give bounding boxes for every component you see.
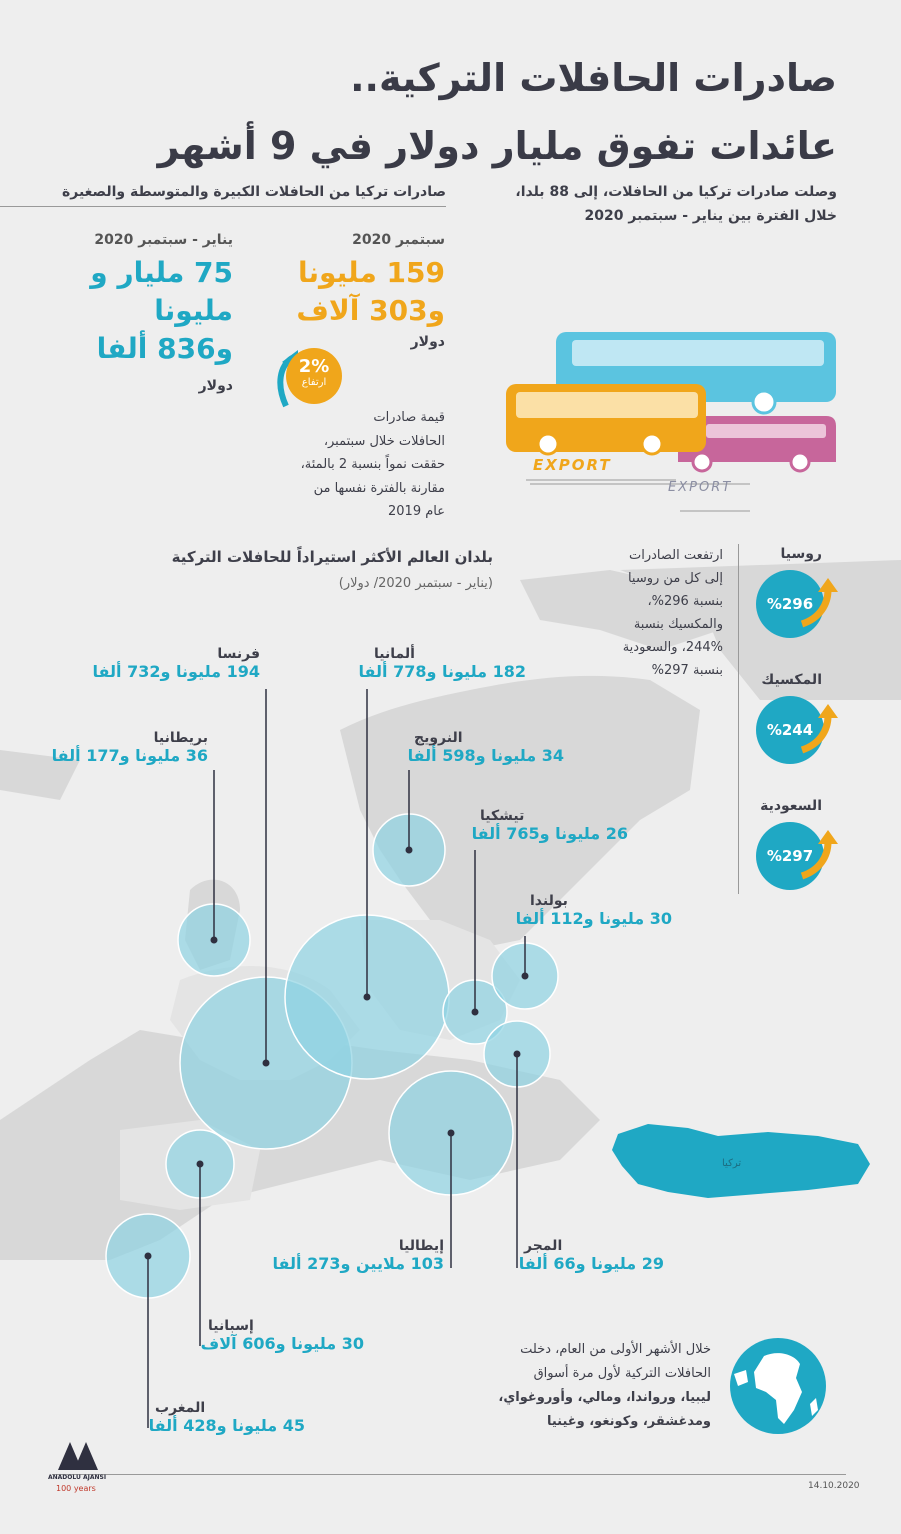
map-subtitle: (يناير - سبتمبر 2020/ دولار) — [338, 576, 493, 591]
label-france: فرنسا 194 مليونا و732 ألفا — [92, 646, 260, 681]
anadolu-logo-icon — [54, 1438, 102, 1472]
turkey-label: تركيا — [722, 1158, 742, 1169]
title-line-1: صادرات الحافلات التركية.. — [350, 56, 837, 100]
label-italy: إيطاليا 103 ملايين و273 ألفا — [272, 1238, 444, 1273]
growth-note: قيمة صادرات الحافلات خلال سبتمبر، حققت نمواً بنسبة 2 بالمئة، مقارنة بالفترة نفسها من عام 2019 — [300, 410, 445, 519]
label-uk: بريطانيا 36 مليونا و177 ألفا — [51, 730, 208, 765]
growth-russia: روسيا %296 — [756, 546, 846, 642]
growth-divider — [738, 544, 739, 894]
intro-text: وصلت صادرات تركيا من الحافلات، إلى 88 بلدا، خلال الفترة بين يناير - سبتمبر 2020 — [515, 184, 837, 224]
label-norway: النرويج 34 مليونا و598 ألفا — [407, 730, 564, 765]
label-spain: إسبانيا 30 مليونا و606 آلاف — [200, 1318, 364, 1353]
globe-icon — [726, 1334, 830, 1438]
title-line-2: عائدات تفوق مليار دولار في 9 أشهر — [157, 124, 837, 168]
label-hungary: المجر 29 مليونا و66 ألفا — [518, 1238, 664, 1273]
label-germany: ألمانيا 182 مليونا و778 ألفا — [358, 646, 526, 681]
agency-years: 100 years — [56, 1484, 96, 1493]
up-arrow-icon — [800, 578, 840, 628]
label-poland: بولندا 30 مليونا و112 ألفا — [515, 893, 672, 928]
section-title: صادرات تركيا من الحافلات الكبيرة والمتوسطة والصغيرة — [61, 184, 446, 200]
label-czechia: تيشكيا 26 مليونا و765 ألفا — [471, 808, 628, 843]
new-markets-text: خلال الأشهر الأولى من العام، دخلت الحافلات التركية لأول مرة أسواق ليبيا، ورواندا، ومالي، وأوروغواي، ومدغشقر، وكونغو، وغينيا — [498, 1342, 711, 1429]
publish-date: 14.10.2020 — [808, 1481, 860, 1491]
agency-name: ANADOLU AJANSI — [48, 1474, 107, 1481]
export-label-gray: EXPORT — [668, 480, 733, 495]
footer-divider — [52, 1474, 846, 1475]
growth-saudi: السعودية %297 — [756, 798, 846, 894]
september-block: سبتمبر 2020 159 مليونا و303 آلاف دولار — [296, 232, 445, 350]
increase-circle: 2% ارتفاع — [286, 348, 342, 404]
map-title: بلدان العالم الأكثر استيراداً للحافلات التركية — [171, 548, 493, 566]
growth-mexico: المكسيك %244 — [756, 672, 846, 768]
jan-sep-block: يناير - سبتمبر 2020 75 مليار و مليونا و836 ألفا دولار — [90, 232, 233, 394]
up-arrow-icon — [800, 704, 840, 754]
label-morocco: المغرب 45 مليونا و428 ألفا — [148, 1400, 305, 1435]
export-label-orange: EXPORT — [533, 456, 612, 474]
up-arrow-icon — [800, 830, 840, 880]
growth-text: ارتفعت الصادرات إلى كل من روسيا بنسبة 296%، والمكسيك بنسبة 244%، والسعودية بنسبة 297% — [622, 548, 723, 678]
